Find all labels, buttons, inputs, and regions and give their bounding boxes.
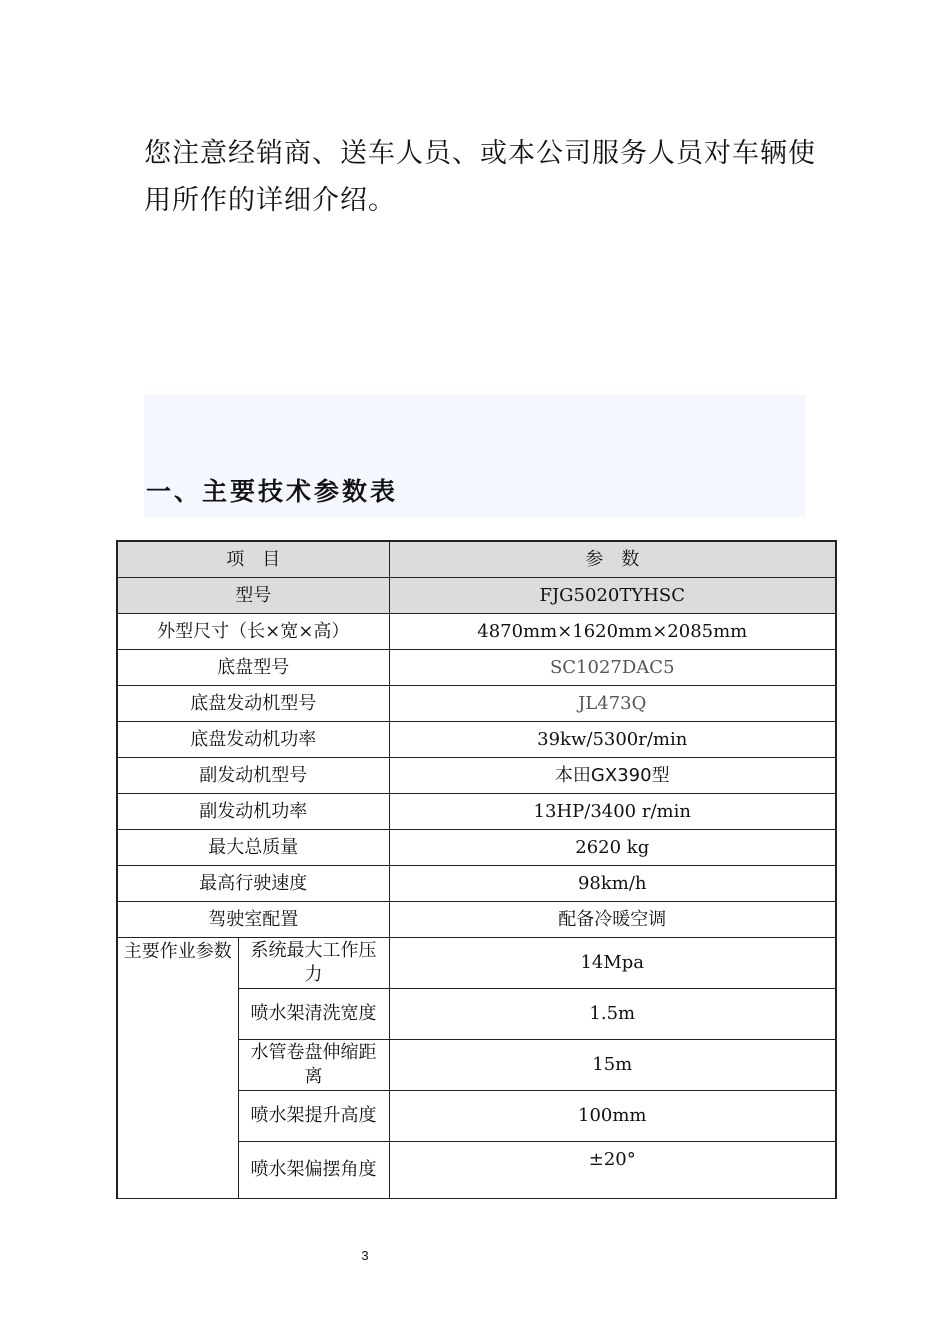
table-row (117, 758, 836, 794)
value-prefix: 本田 (554, 764, 591, 786)
row-value: 4870mm×1620mm×2085mm (389, 614, 836, 650)
sub-label: 喷水架清洗宽度 (238, 989, 389, 1040)
value-suffix: 型 (651, 764, 670, 786)
row-label: 最大总质量 (117, 830, 389, 866)
table-row (117, 830, 836, 866)
row-value: 39kw/5300r/min (389, 722, 836, 758)
row-value: 98km/h (389, 866, 836, 902)
sub-label: 水管卷盘伸缩距离 (238, 1040, 389, 1091)
row-label: 外型尺寸（长×宽×高） (117, 614, 389, 650)
group-label: 主要作业参数 (117, 938, 238, 1199)
row-value: 2620 kg (389, 830, 836, 866)
row-value: SC1027DAC5 (389, 650, 836, 686)
row-label: 型号 (117, 578, 389, 614)
row-value (389, 758, 836, 794)
sub-value: 100mm (389, 1091, 836, 1142)
row-value: 13HP/3400 r/min (389, 794, 836, 830)
row-label: 底盘型号 (117, 650, 389, 686)
table-row (117, 866, 836, 902)
table-row (117, 902, 836, 938)
intro-paragraph: 您注意经销商、送车人员、或本公司服务人员对车辆使用所作的详细介绍。 (144, 138, 816, 216)
row-label: 底盘发动机型号 (117, 686, 389, 722)
section-heading: 一、主要技术参数表 (146, 477, 399, 506)
header-item-cell: 项 目 (117, 541, 389, 578)
value-code: GX390 (590, 764, 652, 786)
table-row (117, 650, 836, 686)
sub-value: ±20° (389, 1142, 836, 1199)
row-value: JL473Q (389, 686, 836, 722)
sub-value: 15m (389, 1040, 836, 1091)
sub-value: 1.5m (389, 989, 836, 1040)
header-value-cell: 参 数 (389, 541, 836, 578)
row-label: 驾驶室配置 (117, 902, 389, 938)
table-row (117, 614, 836, 650)
row-value: 配备冷暖空调 (389, 902, 836, 938)
row-label: 底盘发动机功率 (117, 722, 389, 758)
row-label: 最高行驶速度 (117, 866, 389, 902)
sub-label: 系统最大工作压力 (238, 938, 389, 989)
row-label: 副发动机功率 (117, 794, 389, 830)
spec-table (116, 540, 837, 1199)
table-row (117, 686, 836, 722)
sub-label: 喷水架提升高度 (238, 1091, 389, 1142)
table-row-group (117, 938, 836, 989)
table-row-model (117, 578, 836, 614)
sub-value: 14Mpa (389, 938, 836, 989)
table-row (117, 722, 836, 758)
table-header-row (117, 541, 836, 578)
row-value: FJG5020TYHSC (389, 578, 836, 614)
sub-label: 喷水架偏摆角度 (238, 1142, 389, 1199)
page-number: 3 (361, 1248, 369, 1263)
row-label: 副发动机型号 (117, 758, 389, 794)
table-row (117, 794, 836, 830)
